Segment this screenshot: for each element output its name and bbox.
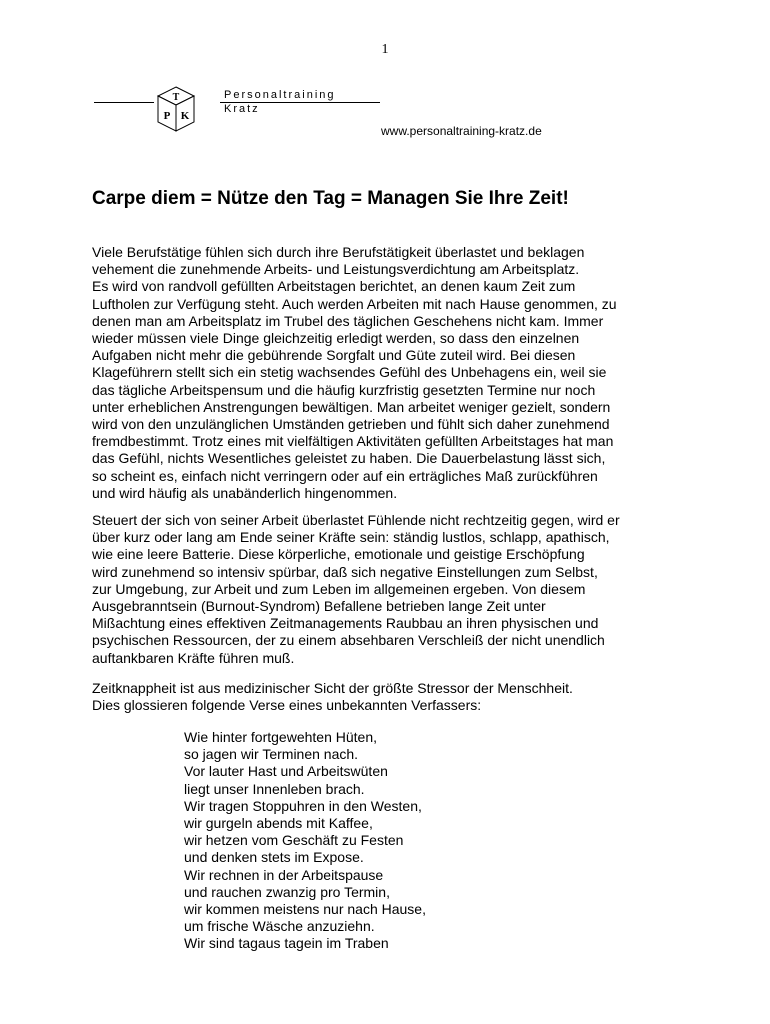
text-line: Steuert der sich von seiner Arbeit überlastet Fühlende nicht rechtzeitig gegen, wird er	[92, 512, 620, 528]
document-title: Carpe diem = Nütze den Tag = Managen Sie Ihre Zeit!	[92, 188, 569, 209]
text-line: Mißachtung eines effektiven Zeitmanagements Raubbau an ihren physischen und	[92, 615, 599, 632]
text-line: das Gefühl, nichts Wesentliches geleistet zu haben. Die Dauerbelastung lässt sich,	[92, 450, 606, 467]
text-line: Viele Berufstätige fühlen sich durch ihre Berufstätigkeit überlastet und beklagen	[92, 244, 585, 260]
text-line: Vor lauter Hast und Arbeitswüten	[184, 763, 388, 780]
text-line: Dies glossieren folgende Verse eines unbekannten Verfassers:	[92, 697, 482, 714]
text-line: vehement die zunehmende Arbeits- und Leistungsverdichtung am Arbeitsplatz.	[92, 261, 580, 278]
text-line: das tägliche Arbeitspensum und die häufig kurzfristig gesetzten Termine nur noch	[92, 381, 596, 398]
text-line: Wir tragen Stoppuhren in den Westen,	[184, 797, 422, 814]
text-line: zur Umgebung, zur Arbeit und zum Leben im allgemeinen ergeben. Von diesem	[92, 580, 586, 597]
text-line: und denken stets im Expose.	[184, 849, 364, 866]
paragraph-1	[92, 244, 692, 502]
text-line: so scheint es, einfach nicht verringern oder auf ein erträgliches Maß zurückführen	[92, 467, 598, 484]
cube-logo-icon	[146, 86, 206, 136]
text-line: psychischen Ressourcen, der zu einem absehbaren Verschleiß der nicht unendlich	[92, 632, 605, 649]
text-line: so jagen wir Terminen nach.	[184, 746, 359, 763]
text-line: liegt unser Innenleben brach.	[184, 780, 365, 797]
logo-letter-top: T	[172, 92, 180, 103]
text-line: Klageführern stellt sich ein stetig wachsendes Gefühl des Unbehagens ein, weil sie	[92, 364, 607, 381]
text-line: Wir sind tagaus tagein im Traben	[184, 935, 389, 952]
text-line: Ausgebranntsein (Burnout-Syndrom) Befallene betrieben lange Zeit unter	[92, 598, 546, 615]
logo-name-line2: Kratz	[224, 103, 260, 115]
text-line: wird von den unzulänglichen Umständen getrieben und fühlt sich daher zunehmend	[92, 416, 610, 433]
text-line: und rauchen zwanzig pro Termin,	[184, 883, 390, 900]
text-line: wie eine leere Batterie. Diese körperliche, emotionale und geistige Erschöpfung	[92, 546, 585, 563]
text-line: unter erheblichen Anstrengungen bewältigen. Man arbeitet weniger gezielt, sondern	[92, 398, 611, 415]
logo-name-line1: Personaltraining	[224, 89, 336, 101]
text-line: wir gurgeln abends mit Kaffee,	[184, 815, 373, 832]
page-number: 1	[381, 42, 389, 57]
website-url[interactable]: www.personaltraining-kratz.de	[381, 124, 542, 138]
paragraph-2	[92, 512, 692, 667]
verse	[184, 729, 426, 953]
logo-letter-left: P	[163, 110, 171, 122]
text-line: wir hetzen vom Geschäft zu Festen	[184, 832, 404, 849]
text-line: Aufgaben nicht mehr die gebührende Sorgfalt und Güte zuteil wird. Bei diesen	[92, 347, 576, 364]
text-line: fremdbestimmt. Trotz eines mit vielfältigen Aktivitäten gefüllten Arbeitstages hat man	[92, 433, 614, 450]
logo-name	[224, 88, 336, 116]
text-line: Luftholen zur Verfügung steht. Auch werden Arbeiten mit nach Hause genommen, zu	[92, 295, 617, 312]
text-line: Zeitknappheit ist aus medizinischer Sicht der größte Stressor der Menschheit.	[92, 680, 573, 696]
logo-letter-right: K	[180, 110, 190, 122]
text-line: wird zunehmend so intensiv spürbar, daß sich negative Einstellungen zum Selbst,	[92, 563, 598, 580]
logo-rule-left	[94, 102, 154, 103]
text-line: wieder müssen viele Dinge gleichzeitig erledigt werden, so dass den einzelnen	[92, 330, 580, 347]
text-line: Wie hinter fortgewehten Hüten,	[184, 729, 377, 745]
text-line: denen man am Arbeitsplatz im Trubel des täglichen Geschehens nicht kam. Immer	[92, 312, 604, 329]
text-line: und wird häufig als unabänderlich hingenommen.	[92, 484, 398, 501]
text-line: wir kommen meistens nur nach Hause,	[184, 901, 426, 918]
text-line: um frische Wäsche anzuziehn.	[184, 918, 375, 935]
logo	[94, 86, 384, 136]
text-line: Es wird von randvoll gefüllten Arbeitstagen berichtet, an denen kaum Zeit zum	[92, 278, 576, 295]
text-line: Wir rechnen in der Arbeitspause	[184, 866, 384, 883]
paragraph-3	[92, 680, 692, 714]
text-line: über kurz oder lang am Ende seiner Kräfte sein: ständig lustlos, schlapp, apathisch,	[92, 529, 610, 546]
text-line: auftankbaren Kräfte führen muß.	[92, 649, 295, 666]
